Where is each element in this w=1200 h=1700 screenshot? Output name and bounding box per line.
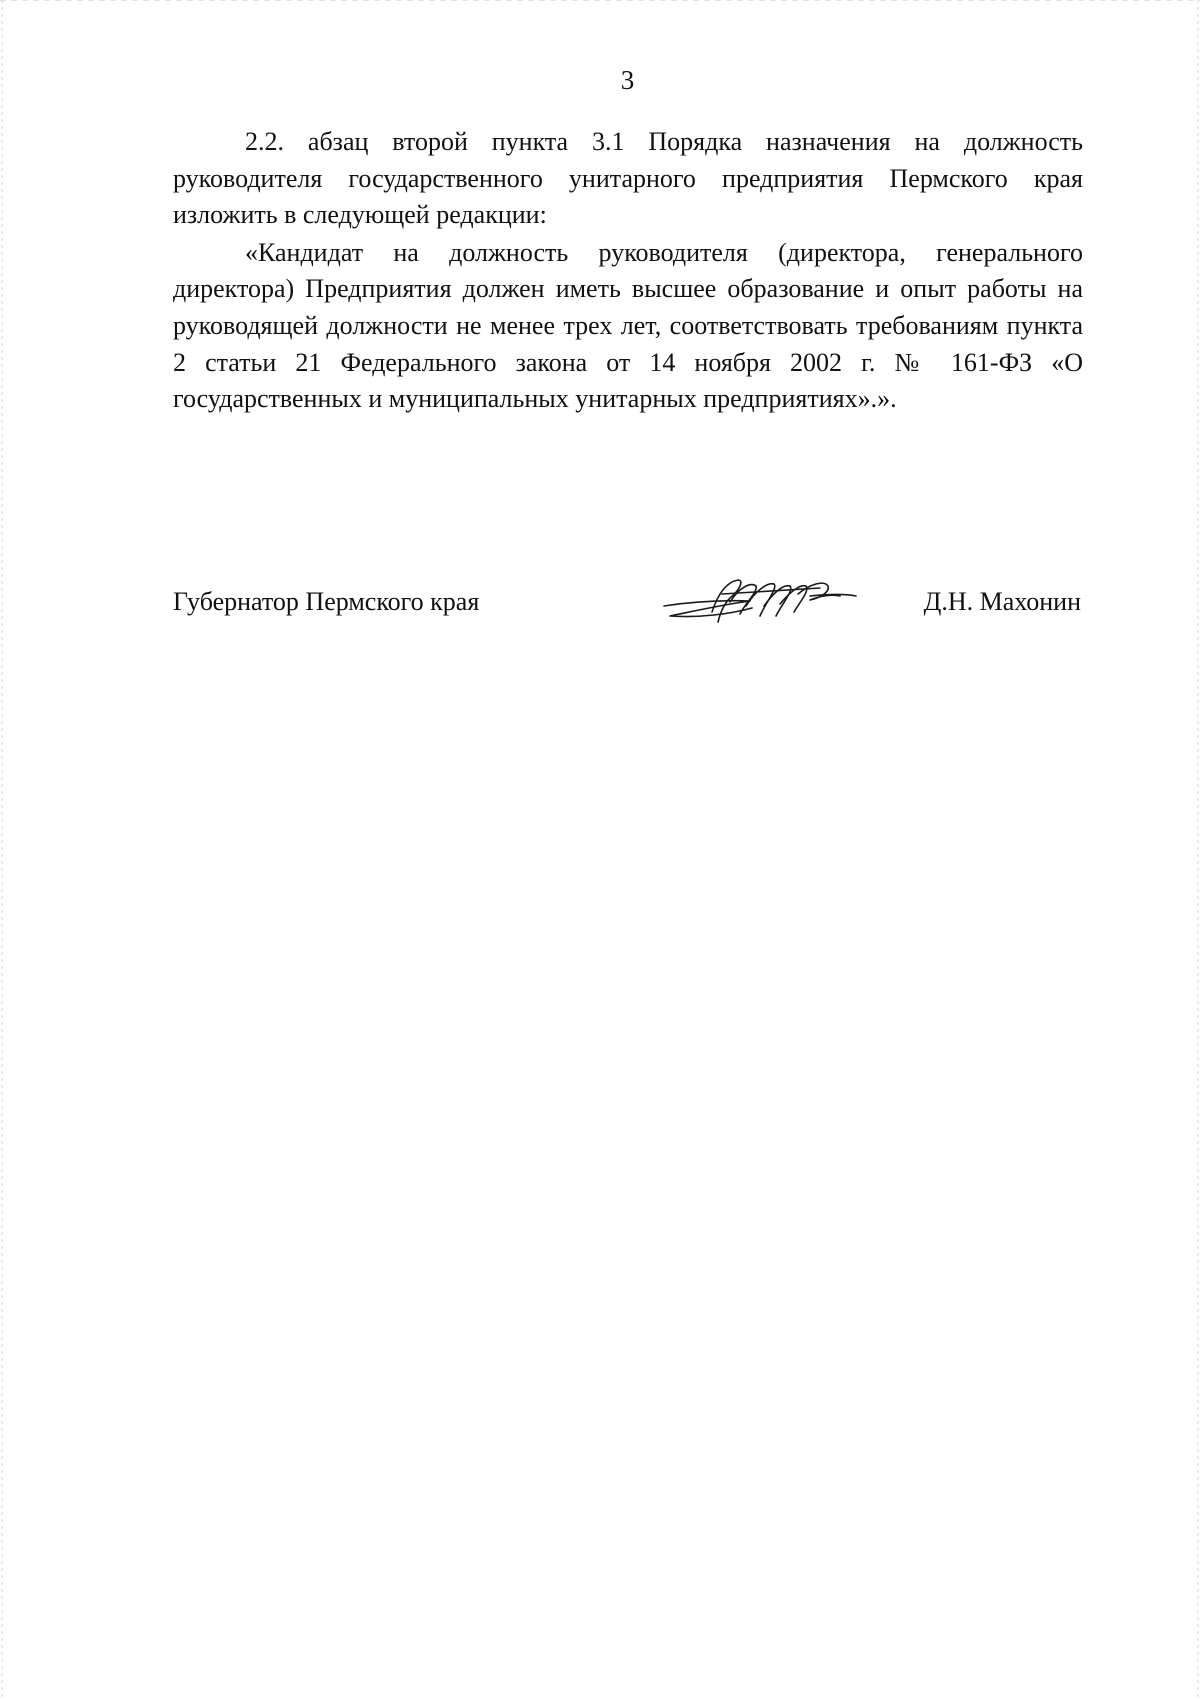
document-body (173, 124, 1083, 418)
signature-block (173, 584, 1083, 632)
handwritten-signature (660, 572, 860, 632)
signer-name: Д.Н. Махонин (923, 587, 1081, 616)
scan-top-edge (0, 0, 1200, 1)
signer-title: Губернатор Пермского края (173, 587, 480, 616)
paragraph-new-wording: «Кандидат на должность руководителя (директора, генерального директора) Предприятия должен иметь высшее образование и опыт работы на руководящей должности не менее трех лет, соответствовать требованиям пункта 2 статьи 21 Федерального закона от 14 ноября 2002 г. № 161-ФЗ «О государственных и муниципальных унитарных предприятиях».». (173, 237, 1083, 414)
scan-left-edge (1, 0, 3, 1700)
scan-right-edge (1197, 0, 1199, 1700)
page-number: 3 (620, 65, 635, 95)
paragraph-amendment: 2.2. абзац второй пункта 3.1 Порядка назначения на должность руководителя государственного унитарного предприятия Пермского края изложить в следующей редакции: (173, 127, 1083, 230)
